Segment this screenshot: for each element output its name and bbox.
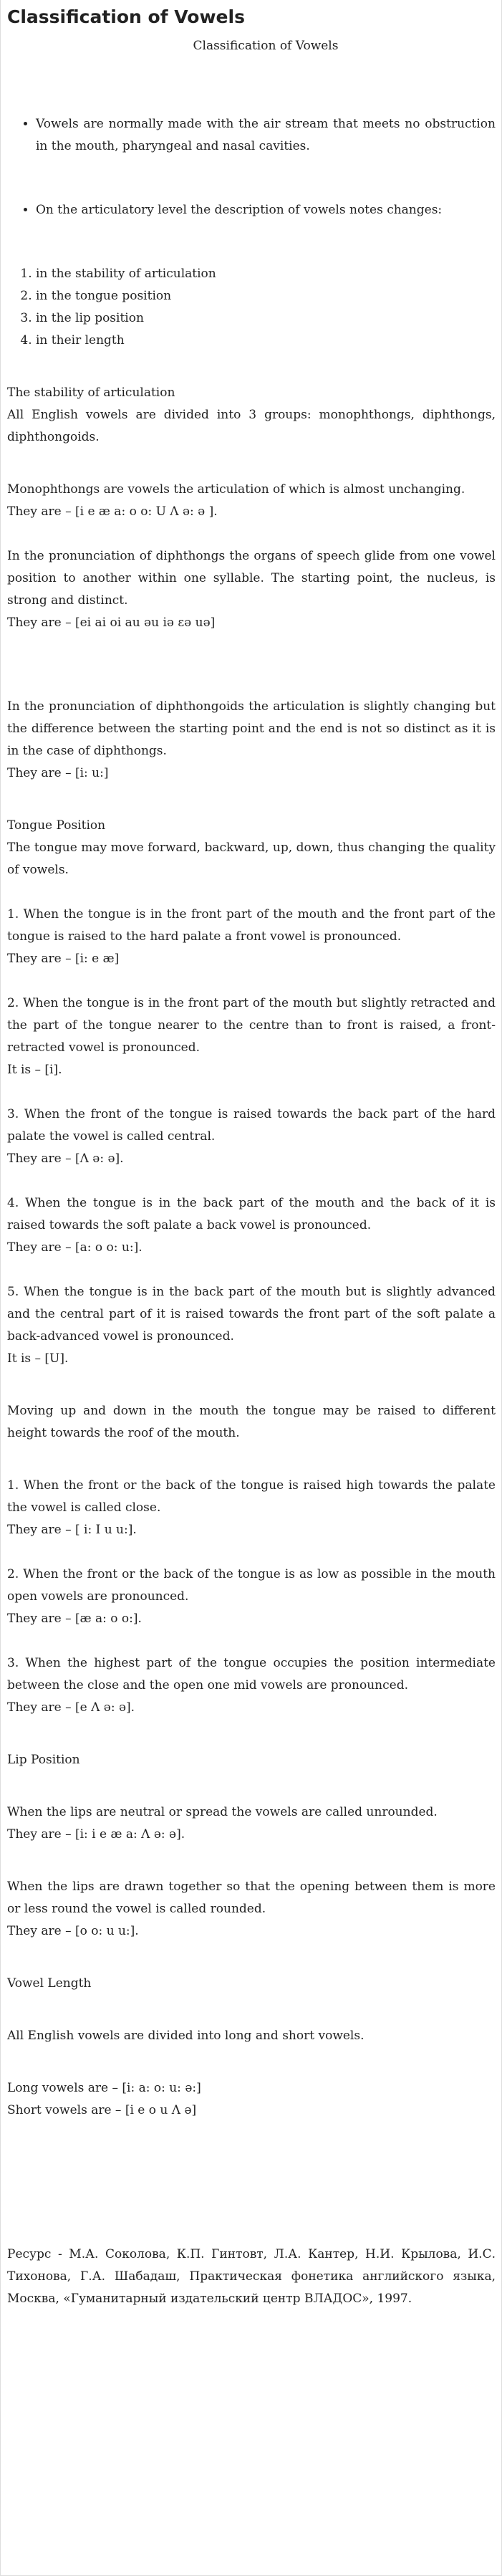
vowel-list: They are – [e Λ ə: ə]. — [7, 1700, 135, 1715]
paragraph: 2. When the tongue is in the front part of the mouth but slightly retracted and the part of the tongue nearer to the centre than to front is raised, a front-retracted vowel is pronounced. — [7, 996, 496, 1055]
paragraph: All English vowels are divided into 3 groups: monophthongs, diphthongs, diphthongoids. — [7, 408, 496, 444]
paragraph: When the lips are drawn together so that the opening between them is more or less round the vowel is called rounded. — [7, 1880, 496, 1916]
section-heading-lip: Lip Position — [7, 1753, 80, 1767]
vowel-list: They are – [Λ ə: ə]. — [7, 1151, 124, 1166]
paragraph: 4. When the tongue is in the back part of the mouth and the back of it is raised towards the soft palate a back vowel is pronounced. — [7, 1196, 496, 1232]
changes-item: 3. in the lip position — [36, 307, 496, 330]
paragraph: Monophthongs are vowels the articulation of which is almost unchanging. — [7, 482, 465, 497]
source-citation: Ресурс - М.А. Соколова, К.П. Гинтовт, Л.А. Кантер, Н.И. Крылова, И.С. Тихонова, Г.А. Шабадаш, Практическая фонетика английского языка, Москва, «Гуманитарный издательский центр ВЛАДОС», 1997. — [7, 2247, 496, 2306]
changes-item: 2. in the tongue position — [36, 285, 496, 307]
vowel-list: They are – [i e æ a: o o: U Λ ə: ə ]. — [7, 504, 218, 519]
paragraph: 1. When the front or the back of the tongue is raised high towards the palate the vowel is called close. — [7, 1478, 496, 1515]
paragraph: When the lips are neutral or spread the vowels are called unrounded. — [7, 1805, 438, 1819]
vowel-list: They are – [ i: I u u:]. — [7, 1523, 137, 1537]
page-subtitle: Classification of Vowels — [193, 39, 339, 53]
vowel-list: They are – [a: o o: u:]. — [7, 1240, 143, 1255]
section-heading-tongue: Tongue Position — [7, 818, 106, 833]
paragraph: The tongue may move forward, backward, up, down, thus changing the quality of vowels. — [7, 841, 496, 877]
short-vowels-list: Short vowels are – [i e o u Λ ə] — [7, 2103, 197, 2117]
intro-bullet-list-2 — [7, 199, 496, 221]
paragraph: 3. When the front of the tongue is raised towards the back part of the hard palate the vowel is called central. — [7, 1107, 496, 1144]
paragraph: 2. When the front or the back of the tongue is as low as possible in the mouth open vowels are pronounced. — [7, 1567, 496, 1604]
intro-bullet-2: • On the articulatory level the description of vowels notes changes: — [36, 199, 496, 221]
paragraph: 3. When the highest part of the tongue occupies the position intermediate between the close and the open one mid vowels are pronounced. — [7, 1656, 496, 1692]
vowel-list: They are – [i: i e æ a: Λ ə: ə]. — [7, 1827, 185, 1842]
paragraph: In the pronunciation of diphthongs the organs of speech glide from one vowel position to another within one syllable. The starting point, the nucleus, is strong and distinct. — [7, 549, 496, 608]
vowel-list: It is – [U]. — [7, 1351, 69, 1366]
intro-bullet-list — [7, 113, 496, 158]
vowel-list: They are – [i: e æ] — [7, 952, 120, 966]
paragraph: 5. When the tongue is in the back part of the mouth but is slightly advanced and the central part of it is raised towards the front part of the soft palate a back-advanced vowel is pronounced. — [7, 1285, 496, 1344]
vowel-list: They are – [æ a: o o:]. — [7, 1612, 142, 1626]
changes-item: 4. in their length — [36, 330, 496, 352]
paragraph: In the pronunciation of diphthongoids the articulation is slightly changing but the difference between the starting point and the end is not so distinct as it is in the case of diphthongs. — [7, 699, 496, 758]
vowel-list: They are – [ei ai oi au əu iə ɛə uə] — [7, 616, 216, 630]
changes-list — [7, 263, 496, 352]
section-heading-length: Vowel Length — [7, 1976, 92, 1991]
vowel-list: They are – [i: u:] — [7, 766, 109, 780]
page-title: Classification of Vowels — [7, 6, 245, 27]
section-heading-stability: The stability of articulation — [7, 386, 175, 400]
intro-bullet-1: • Vowels are normally made with the air stream that meets no obstruction in the mouth, pharyngeal and nasal cavities. — [36, 113, 496, 158]
changes-item: 1. in the stability of articulation — [36, 263, 496, 285]
paragraph: 1. When the tongue is in the front part of the mouth and the front part of the tongue is raised to the hard palate a front vowel is pronounced. — [7, 907, 496, 944]
long-vowels-list: Long vowels are – [i: a: o: u: ə:] — [7, 2081, 201, 2095]
paragraph: Moving up and down in the mouth the tongue may be raised to different height towards the roof of the mouth. — [7, 1404, 496, 1440]
vowel-list: It is – [i]. — [7, 1063, 62, 1077]
vowel-list: They are – [o o: u u:]. — [7, 1924, 139, 1938]
paragraph: All English vowels are divided into long and short vowels. — [7, 2029, 365, 2043]
